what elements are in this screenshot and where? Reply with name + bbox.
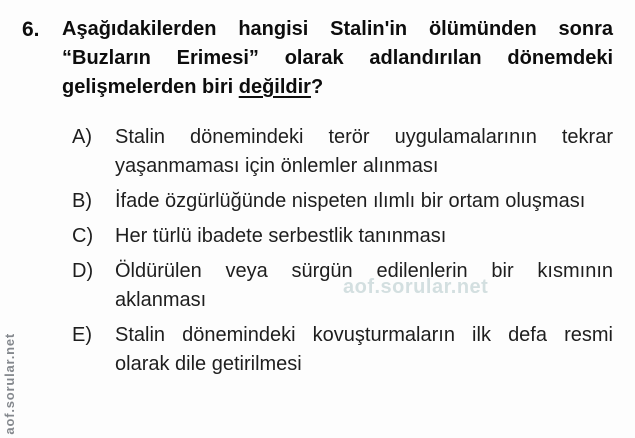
option-e-text: Stalin dönemindeki kovuşturmaların ilk defa resmi olarak dile getirilmesi [115,324,613,375]
question-text-before: Aşağıdakilerden hangisi Stalin'in ölümünden sonra “Buzların Erimesi” olarak adlandırılan dönemdeki gelişmelerden biri [62,18,613,98]
question-text-after: ? [310,76,324,98]
option-c-letter: C) [72,225,94,247]
options-list [72,123,613,379]
question-block [22,15,613,102]
option-b-text: İfade özgürlüğünde nispeten ılımlı bir ortam oluşması [115,190,586,212]
option-a [72,123,613,181]
center-watermark: aof.sorular.net [343,276,489,298]
option-a-text: Stalin dönemindeki terör uygulamalarının tekrar yaşanmaması için önlemler alınması [115,126,613,177]
option-a-letter: A) [72,126,92,148]
option-b [72,187,613,216]
option-e [72,321,613,379]
option-c [72,222,613,251]
question-underlined-word: değildir [238,76,311,98]
option-b-letter: B) [72,190,92,212]
option-d-letter: D) [72,260,94,282]
question-text [62,15,613,102]
option-c-text: Her türlü ibadete serbestlik tanınması [115,225,447,247]
option-d [72,257,613,315]
question-number: 6. [22,18,40,41]
option-e-letter: E) [72,324,92,346]
left-vertical-watermark: aof.sorular.net [2,333,17,435]
option-d-text: Öldürülen veya sürgün edilenlerin bir kısmının aklanması [115,260,613,311]
